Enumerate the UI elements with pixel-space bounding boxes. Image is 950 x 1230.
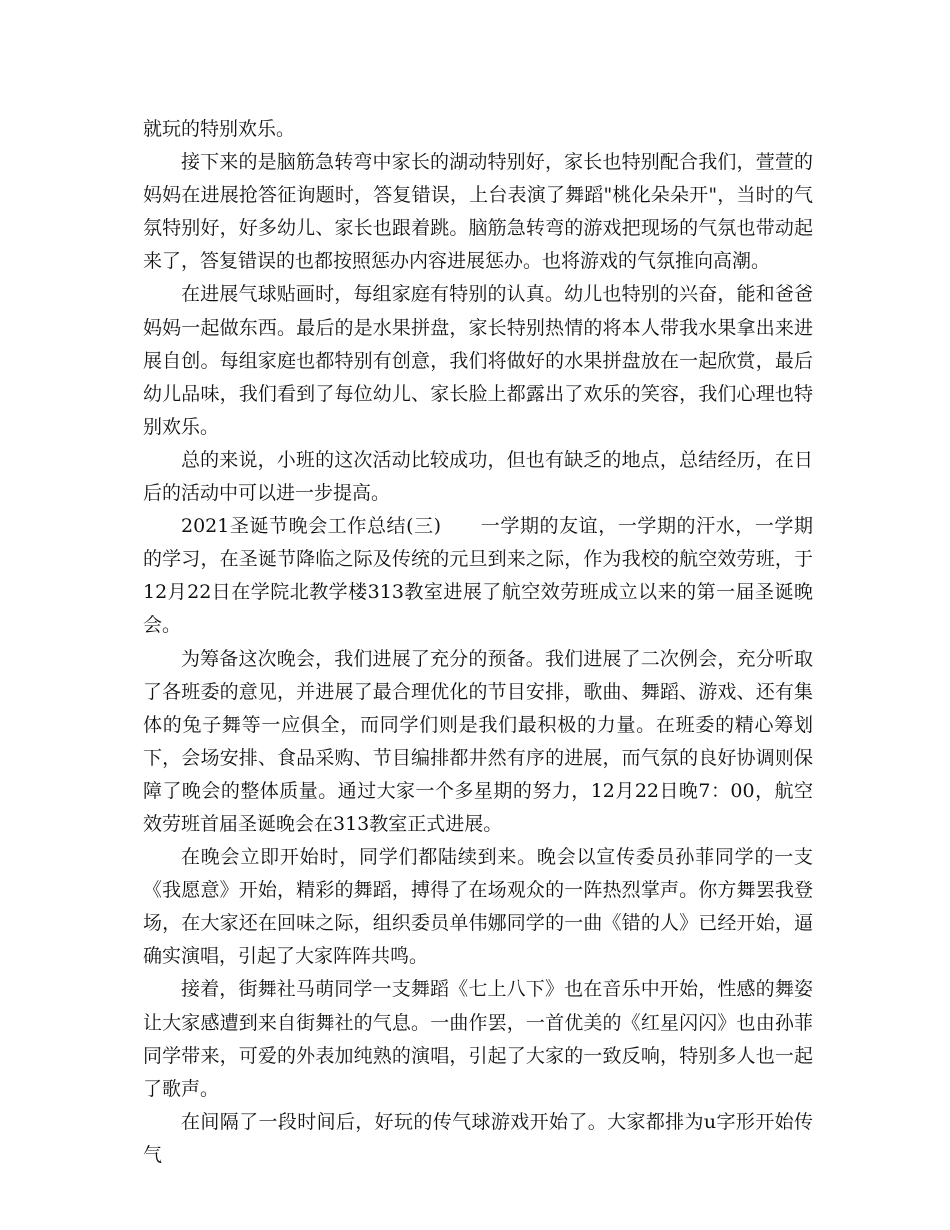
paragraph: 总的来说，小班的这次活动比较成功，但也有缺乏的地点，总结经历，在日后的活动中可以进一步提高。 — [143, 448, 813, 505]
paragraph: 在晚会立即开始时，同学们都陆续到来。晚会以宣传委员孙菲同学的一支《我愿意》开始，精彩的舞蹈，搏得了在场观众的一阵热烈掌声。你方舞罢我登场，在大家还在回味之际，组织委员单伟娜同学的一曲《错的人》已经开始，逼确实演唱，引起了大家阵阵共鸣。 — [143, 846, 813, 968]
paragraph: 在间隔了一段时间后，好玩的传气球游戏开始了。大家都排为u字形开始传气 — [143, 1110, 813, 1166]
paragraph: 就玩的特别欢乐。 — [143, 118, 296, 140]
paragraph: 接下来的是脑筋急转弯中家长的湖动特别好，家长也特别配合我们，萱萱的妈妈在进展抢答征询题时，答复错误，上台表演了舞蹈"桃化朵朵开"，当时的气氛特别好，好多幼儿、家长也跟着跳。脑筋急转弯的游戏把现场的气氛也带动起来了，答复错误的也都按照惩办内容进展惩办。也将游戏的气氛推向高潮。 — [143, 151, 813, 273]
document-body — [143, 113, 813, 1172]
paragraph: 2021圣诞节晚会工作总结(三) 一学期的友谊，一学期的汗水，一学期的学习，在圣诞节降临之际及传统的元旦到来之际，作为我校的航空效劳班，于 12月22日在学院北教学楼313教室进展了航空效劳班成立以来的第一届圣诞晚会。 — [143, 515, 813, 637]
paragraph: 接着，街舞社马萌同学一支舞蹈《七上八下》也在音乐中开始，性感的舞姿让大家感遭到来自街舞社的气息。一曲作罢，一首优美的《红星闪闪》也由孙菲同学带来，可爱的外表加纯熟的演唱，引起了大家的一致反响，特别多人也一起了歌声。 — [143, 978, 813, 1100]
paragraph: 在进展气球贴画时，每组家庭有特别的认真。幼儿也特别的兴奋，能和爸爸妈妈一起做东西。最后的是水果拼盘，家长特别热情的将本人带我水果拿出来进展自创。每组家庭也都特别有创意，我们将做好的水果拼盘放在一起欣赏，最后幼儿品味，我们看到了每位幼儿、家长脸上都露出了欢乐的笑容，我们心理也特别欢乐。 — [143, 283, 813, 438]
paragraph: 为筹备这次晚会，我们进展了充分的预备。我们进展了二次例会，充分听取了各班委的意见，并进展了最合理优化的节目安排，歌曲、舞蹈、游戏、还有集体的兔子舞等一应俱全，而同学们则是我们最积极的力量。在班委的精心筹划下，会场安排、食品采购、节目编排都井然有序的进展，而气氛的良好协调则保障了晚会的整体质量。通过大家一个多星期的努力，12月22日晚7：00，航空效劳班首届圣诞晚会在313教室正式进展。 — [143, 647, 813, 835]
